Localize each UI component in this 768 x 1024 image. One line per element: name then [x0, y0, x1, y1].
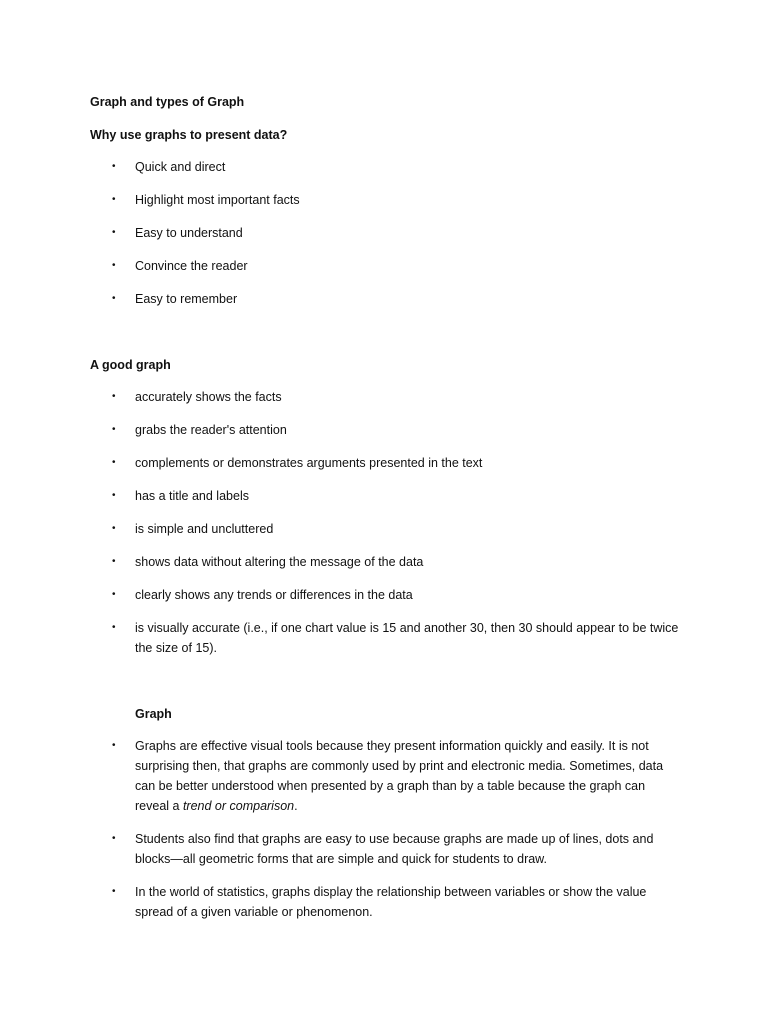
- list-item: has a title and labels: [135, 489, 249, 503]
- list-item: grabs the reader's attention: [135, 423, 287, 437]
- bullet-glyph: •: [112, 556, 116, 567]
- section-heading-graph: Graph: [135, 707, 172, 721]
- bullet-glyph: •: [112, 740, 116, 751]
- bullet-glyph: •: [112, 457, 116, 468]
- bullet-glyph: •: [112, 161, 116, 172]
- section-heading-a-good-graph: A good graph: [90, 358, 171, 372]
- bullet-glyph: •: [112, 490, 116, 501]
- list-item: accurately shows the facts: [135, 390, 282, 404]
- list-item: Easy to remember: [135, 292, 238, 306]
- paragraph-text: Graphs are effective visual tools because they present information quickly and easily. It is not surprising then, that graphs are commonly used by print and electronic media. Sometimes, data can be better understood when presented by a graph than by a table because the graph can reveal a: [135, 739, 664, 813]
- list-item: Highlight most important facts: [135, 193, 300, 207]
- paragraph-item: In the world of statistics, graphs display the relationship between variables or show the value spread of a given variable or phenomenon.: [135, 885, 647, 919]
- bullet-glyph: •: [112, 260, 116, 271]
- list-item: is simple and uncluttered: [135, 522, 274, 536]
- paragraph-item: [135, 736, 680, 816]
- list-item: shows data without altering the message of the data: [135, 555, 424, 569]
- list-item: is visually accurate (i.e., if one chart value is 15 and another 30, then 30 should appear to be twice the size of 15).: [135, 621, 679, 655]
- bullet-glyph: •: [112, 227, 116, 238]
- bullet-glyph: •: [112, 424, 116, 435]
- list-item: Quick and direct: [135, 160, 226, 174]
- bullet-glyph: •: [112, 194, 116, 205]
- section-heading-why-use-graphs: Why use graphs to present data?: [90, 128, 288, 142]
- document-title: Graph and types of Graph: [90, 95, 245, 109]
- list-item: clearly shows any trends or differences in the data: [135, 588, 413, 602]
- paragraph-item: Students also find that graphs are easy to use because graphs are made up of lines, dots and blocks—all geometric forms that are simple and quick for students to draw.: [135, 832, 654, 866]
- paragraph-end: .: [294, 799, 298, 813]
- list-item: complements or demonstrates arguments presented in the text: [135, 456, 483, 470]
- list-item: Convince the reader: [135, 259, 248, 273]
- bullet-glyph: •: [112, 523, 116, 534]
- bullet-glyph: •: [112, 293, 116, 304]
- list-item: Easy to understand: [135, 226, 243, 240]
- emphasis-text: trend or comparison: [182, 799, 295, 813]
- bullet-glyph: •: [112, 833, 116, 844]
- bullet-glyph: •: [112, 622, 116, 633]
- bullet-glyph: •: [112, 391, 116, 402]
- bullet-glyph: •: [112, 589, 116, 600]
- bullet-glyph: •: [112, 886, 116, 897]
